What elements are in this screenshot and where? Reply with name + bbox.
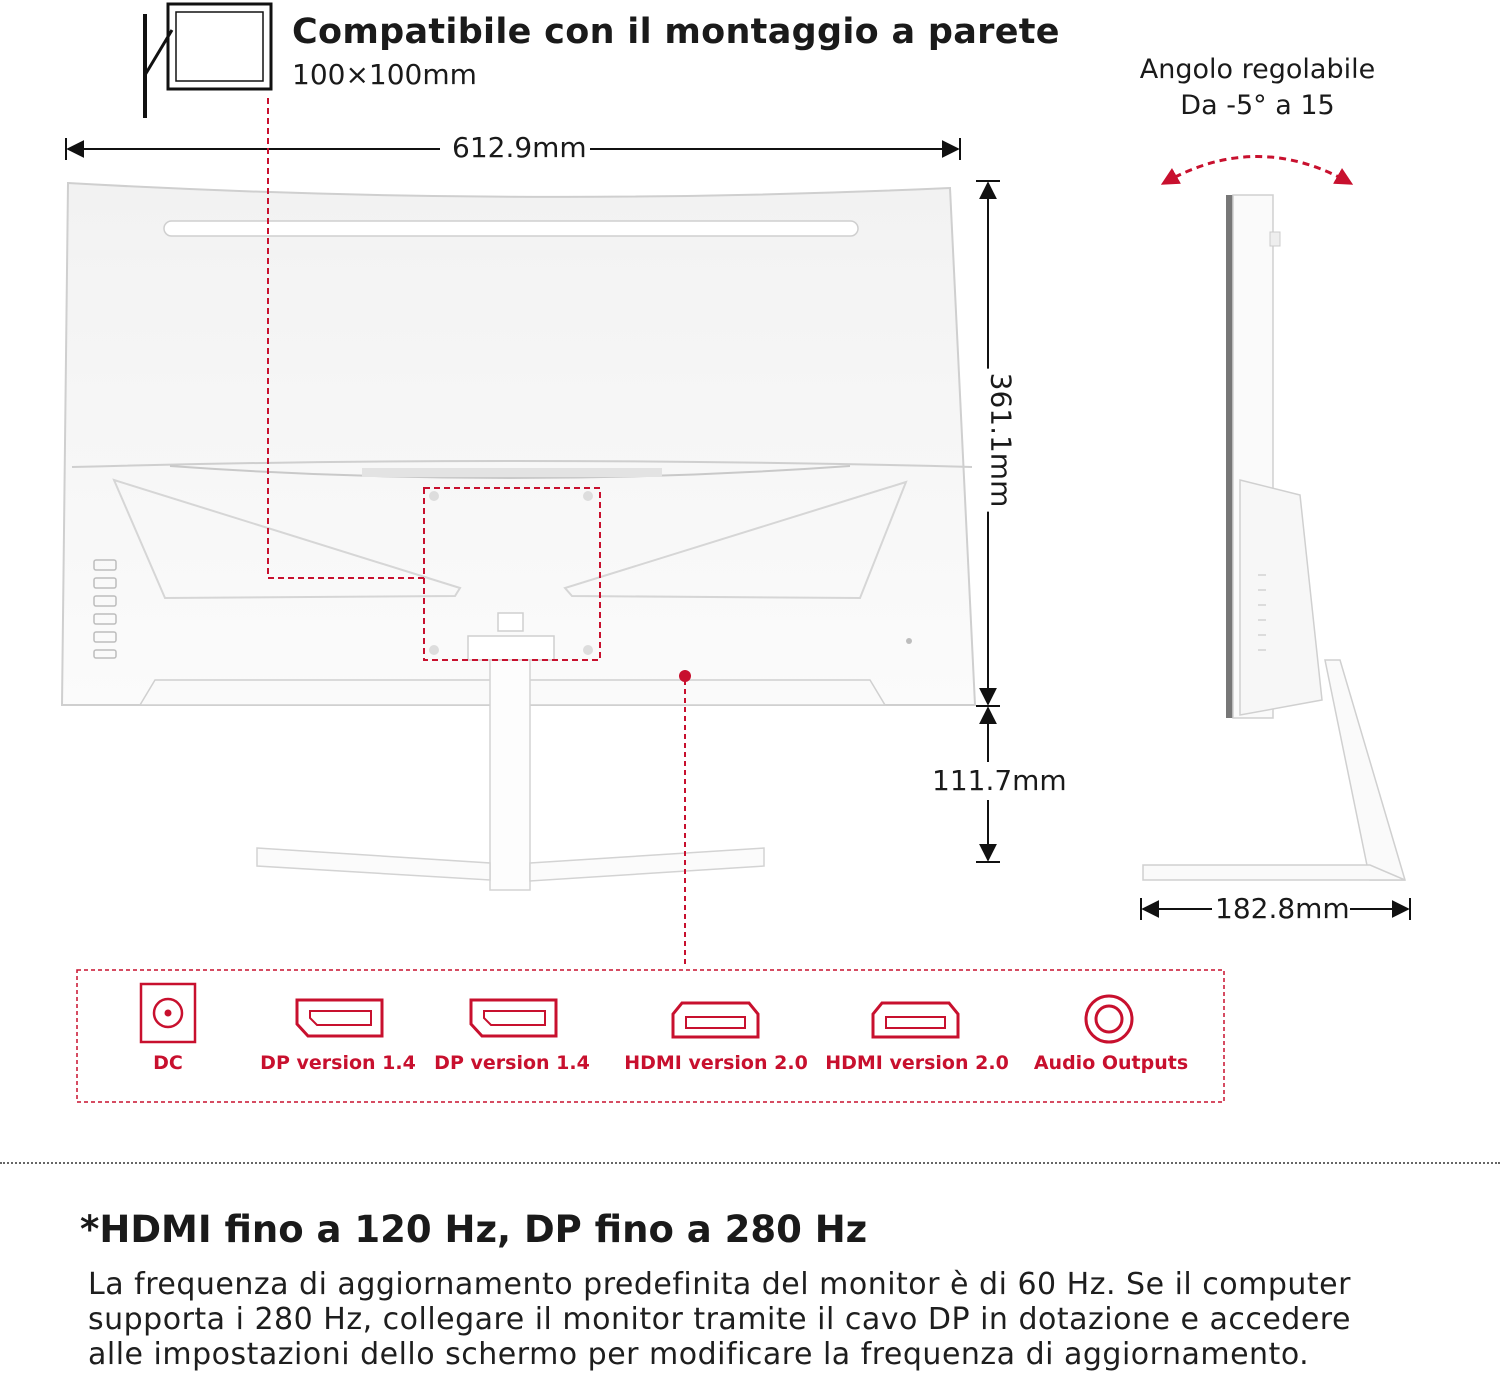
mount-title: Compatibile con il montaggio a parete: [292, 12, 1060, 52]
refresh-note-line-1: La frequenza di aggiornamento predefinita del monitor è di 60 Hz. Se il computer: [88, 1267, 1351, 1302]
port-leader-line: [679, 670, 691, 968]
wall-mount-icon: [145, 4, 271, 118]
port-label-hdmi-2: HDMI version 2.0: [825, 1052, 1009, 1074]
port-label-dc: DC: [153, 1052, 183, 1074]
refresh-note-title: *HDMI fino a 120 Hz, DP fino a 280 Hz: [80, 1208, 868, 1251]
monitor-rear-view: [62, 183, 975, 890]
refresh-note-line-2: supporta i 280 Hz, collegare il monitor tramite il cavo DP in dotazione e accedere: [88, 1302, 1351, 1337]
tilt-angle-label: [1120, 52, 1395, 124]
port-label-hdmi-1: HDMI version 2.0: [624, 1052, 808, 1074]
dc-power-icon: [141, 984, 195, 1042]
monitor-side-view: [1143, 157, 1405, 881]
hdmi-icon: [873, 1003, 958, 1037]
hdmi-icon: [673, 1003, 758, 1037]
refresh-note-line-3: alle impostazioni dello schermo per modificare la frequenza di aggiornamento.: [88, 1337, 1310, 1372]
mount-size: 100×100mm: [292, 58, 477, 91]
width-label: 612.9mm: [452, 131, 587, 164]
refresh-note-body: [88, 1267, 1478, 1372]
height-label: 361.1mm: [986, 369, 1014, 512]
audio-out-icon: [1086, 996, 1132, 1042]
displayport-icon: [471, 1000, 556, 1036]
port-label-audio: Audio Outputs: [1033, 1052, 1189, 1074]
section-divider: [0, 1162, 1500, 1164]
port-label-dp-2: DP version 1.4: [434, 1052, 590, 1074]
tilt-line-2: Da -5° a 15: [1180, 90, 1335, 121]
depth-label: 182.8mm: [1215, 892, 1350, 925]
displayport-icon: [297, 1000, 382, 1036]
port-label-dp-1: DP version 1.4: [260, 1052, 416, 1074]
stand-height-label: 111.7mm: [932, 764, 1067, 797]
tilt-line-1: Angolo regolabile: [1139, 54, 1376, 85]
ports-panel: [77, 970, 1224, 1102]
